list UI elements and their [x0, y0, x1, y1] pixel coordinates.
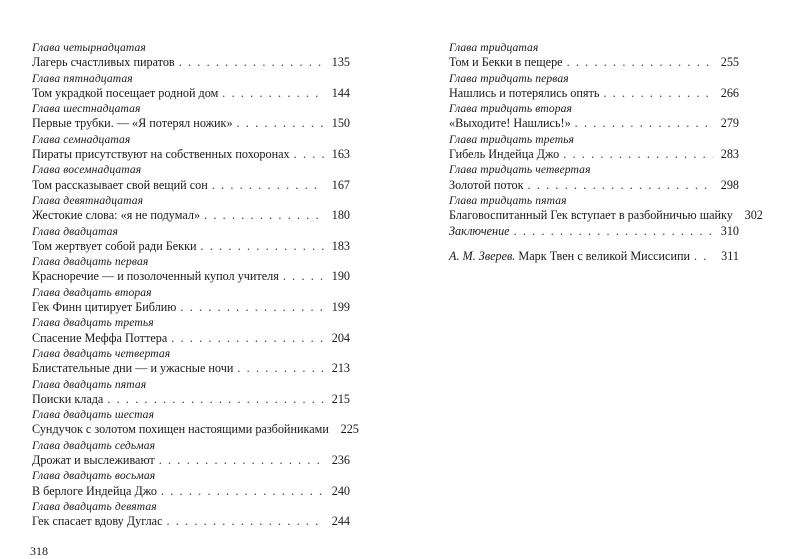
dot-leader: [283, 269, 324, 284]
chapter-page-number: 266: [720, 85, 739, 100]
chapter-label: Глава двадцать первая: [32, 255, 149, 269]
toc-entry: [32, 162, 350, 193]
chapter-title: Поиски клада: [32, 391, 104, 406]
chapter-label: Глава девятнадцатая: [32, 193, 144, 207]
chapter-page-number: 199: [331, 300, 350, 315]
chapter-page-number: 183: [331, 238, 350, 253]
dot-leader: [107, 392, 324, 407]
toc-row: [449, 86, 739, 101]
toc-entry: [449, 71, 739, 102]
chapter-label: Глава двадцать пятая: [32, 377, 147, 391]
chapter-page-number: 244: [331, 514, 350, 529]
toc-row: [32, 361, 350, 376]
chapter-label: Глава пятнадцатая: [32, 71, 133, 85]
toc-right-column: [449, 40, 763, 264]
dot-leader: [180, 300, 324, 315]
toc-entry: [32, 132, 350, 163]
toc-entry: [32, 499, 350, 530]
dot-leader: [294, 147, 324, 162]
toc-entry: [32, 407, 359, 438]
chapter-title: Том и Бекки в пещере: [449, 55, 563, 70]
chapter-title: Пираты присутствуют на собственных похоронах: [32, 147, 290, 162]
dot-leader: [575, 116, 713, 131]
toc-entry: [32, 285, 350, 316]
afterword-author: А. М. Зверев.: [449, 248, 516, 263]
toc-entry: [32, 224, 350, 255]
chapter-page-number: 225: [340, 422, 359, 437]
chapter-page-number: 213: [331, 361, 350, 376]
toc-entry: [32, 438, 350, 469]
dot-leader: [201, 239, 324, 254]
chapter-page-number: 167: [331, 177, 350, 192]
toc-entry-conclusion: [449, 224, 739, 239]
toc-entry: [32, 193, 350, 224]
chapter-title: В берлоге Индейца Джо: [32, 483, 157, 498]
chapter-page-number: 204: [331, 330, 350, 345]
chapter-title: Первые трубки. — «Я потерял ножик»: [32, 116, 233, 131]
toc-row: [32, 514, 350, 529]
page-number: 318: [30, 544, 48, 558]
toc-entry: [449, 132, 739, 163]
toc-row: [32, 116, 350, 131]
chapter-label: Глава двадцать шестая: [32, 408, 155, 422]
toc-row: [32, 147, 350, 162]
chapter-title: Гек Финн цитирует Библию: [32, 300, 177, 315]
chapter-label: Глава тридцать четвертая: [449, 163, 591, 177]
toc-entry-afterword: [449, 249, 739, 264]
toc-row: [32, 269, 350, 284]
toc-entry: [32, 346, 350, 377]
toc-entry: [32, 254, 350, 285]
conclusion-title: Заключение: [449, 223, 510, 238]
chapter-page-number: 298: [720, 177, 739, 192]
chapter-label: Глава двадцать третья: [32, 316, 154, 330]
toc-row: [32, 392, 350, 407]
dot-leader: [237, 361, 324, 376]
conclusion-page: 310: [720, 223, 739, 238]
chapter-label: Глава тридцать вторая: [449, 102, 573, 116]
chapter-title: Золотой поток: [449, 177, 524, 192]
dot-leader: [179, 55, 324, 70]
chapter-label: Глава тридцать первая: [449, 71, 569, 85]
dot-leader: [528, 178, 713, 193]
chapter-label: Глава двадцать вторая: [32, 285, 152, 299]
chapter-page-number: 150: [331, 116, 350, 131]
toc-entry: [32, 101, 350, 132]
toc-row: [449, 208, 763, 223]
chapter-title: Том украдкой посещает родной дом: [32, 85, 219, 100]
chapter-title: Лагерь счастливых пиратов: [32, 55, 175, 70]
dot-leader: [167, 514, 325, 529]
toc-row: [32, 300, 350, 315]
toc-entry: [32, 315, 350, 346]
chapter-title: Нашлись и потерялись опять: [449, 85, 600, 100]
chapter-page-number: 302: [744, 208, 763, 223]
toc-row: [32, 55, 350, 70]
dot-leader: [222, 86, 324, 101]
toc-entry: [449, 162, 739, 193]
afterword-title: Марк Твен с великой Миссисипи: [518, 248, 691, 263]
chapter-label: Глава тридцать пятая: [449, 193, 567, 207]
dot-leader: [563, 147, 713, 162]
dot-leader: [514, 224, 713, 239]
toc-entry: [449, 101, 739, 132]
chapter-page-number: 255: [720, 55, 739, 70]
afterword-title-line: [449, 249, 690, 264]
dot-leader: [603, 86, 713, 101]
chapter-title: Сундучок с золотом похищен настоящими разбойниками: [32, 422, 329, 437]
chapter-page-number: 190: [331, 269, 350, 284]
chapter-title: Красноречие — и позолоченный купол учителя: [32, 269, 279, 284]
chapter-label: Глава тридцатая: [449, 41, 539, 54]
chapter-label: Глава восемнадцатая: [32, 163, 142, 177]
toc-row: [449, 249, 739, 264]
afterword-page: 311: [721, 248, 739, 263]
toc-row: [32, 178, 350, 193]
chapter-title: Спасение Меффа Поттера: [32, 330, 168, 345]
chapter-page-number: 279: [720, 116, 739, 131]
toc-entry: [32, 377, 350, 408]
toc-row: [449, 116, 739, 131]
chapter-label: Глава двадцать девятая: [32, 499, 157, 513]
chapter-page-number: 215: [331, 391, 350, 406]
toc-row: [449, 224, 739, 239]
chapter-title: «Выходите! Нашлись!»: [449, 116, 571, 131]
dot-leader: [204, 208, 324, 223]
chapter-label: Глава двадцать четвертая: [32, 346, 171, 360]
toc-row: [32, 422, 359, 437]
chapter-label: Глава двадцатая: [32, 224, 119, 238]
chapter-title: Дрожат и выслеживают: [32, 453, 155, 468]
dot-leader: [171, 331, 324, 346]
chapter-title: Том рассказывает свой вещий сон: [32, 177, 208, 192]
chapter-title: Гибель Индейца Джо: [449, 147, 560, 162]
toc-row: [32, 208, 350, 223]
chapter-label: Глава семнадцатая: [32, 132, 131, 146]
toc-left-column: [32, 40, 359, 530]
chapter-title: Благовоспитанный Гек вступает в разбойничью шайку: [449, 208, 733, 223]
chapter-label: Глава четырнадцатая: [32, 41, 146, 54]
toc-row: [449, 147, 739, 162]
chapter-page-number: 180: [331, 208, 350, 223]
chapter-label: Глава двадцать седьмая: [32, 438, 156, 452]
toc-entry: [449, 40, 739, 71]
dot-leader: [161, 484, 324, 499]
chapter-page-number: 236: [331, 453, 350, 468]
chapter-label: Глава шестнадцатая: [32, 102, 141, 116]
chapter-page-number: 240: [331, 483, 350, 498]
dot-leader: [567, 55, 713, 70]
dot-leader: [237, 116, 324, 131]
toc-entry: [32, 40, 350, 71]
chapter-label: Глава тридцать третья: [449, 132, 575, 146]
chapter-title: Том жертвует собой ради Бекки: [32, 238, 197, 253]
chapter-title: Жестокие слова: «я не подумал»: [32, 208, 201, 223]
chapter-page-number: 135: [331, 55, 350, 70]
toc-entry: [449, 193, 763, 224]
toc-entry: [32, 71, 350, 102]
toc-row: [449, 178, 739, 193]
toc-entry: [32, 468, 350, 499]
chapter-title: Гек спасает вдову Дуглас: [32, 514, 163, 529]
toc-row: [32, 239, 350, 254]
dot-leader: [159, 453, 324, 468]
toc-row: [32, 484, 350, 499]
toc-row: [449, 55, 739, 70]
chapter-page-number: 283: [720, 147, 739, 162]
toc-right-entries: [449, 40, 763, 224]
chapter-page-number: 163: [331, 147, 350, 162]
chapter-title: Блистательные дни — и ужасные ночи: [32, 361, 234, 376]
chapter-label: Глава двадцать восьмая: [32, 469, 156, 483]
toc-row: [32, 331, 350, 346]
chapter-page-number: 144: [331, 85, 350, 100]
toc-row: [32, 453, 350, 468]
dot-leader: [212, 178, 324, 193]
dot-leader: [694, 249, 713, 264]
toc-row: [32, 86, 350, 101]
